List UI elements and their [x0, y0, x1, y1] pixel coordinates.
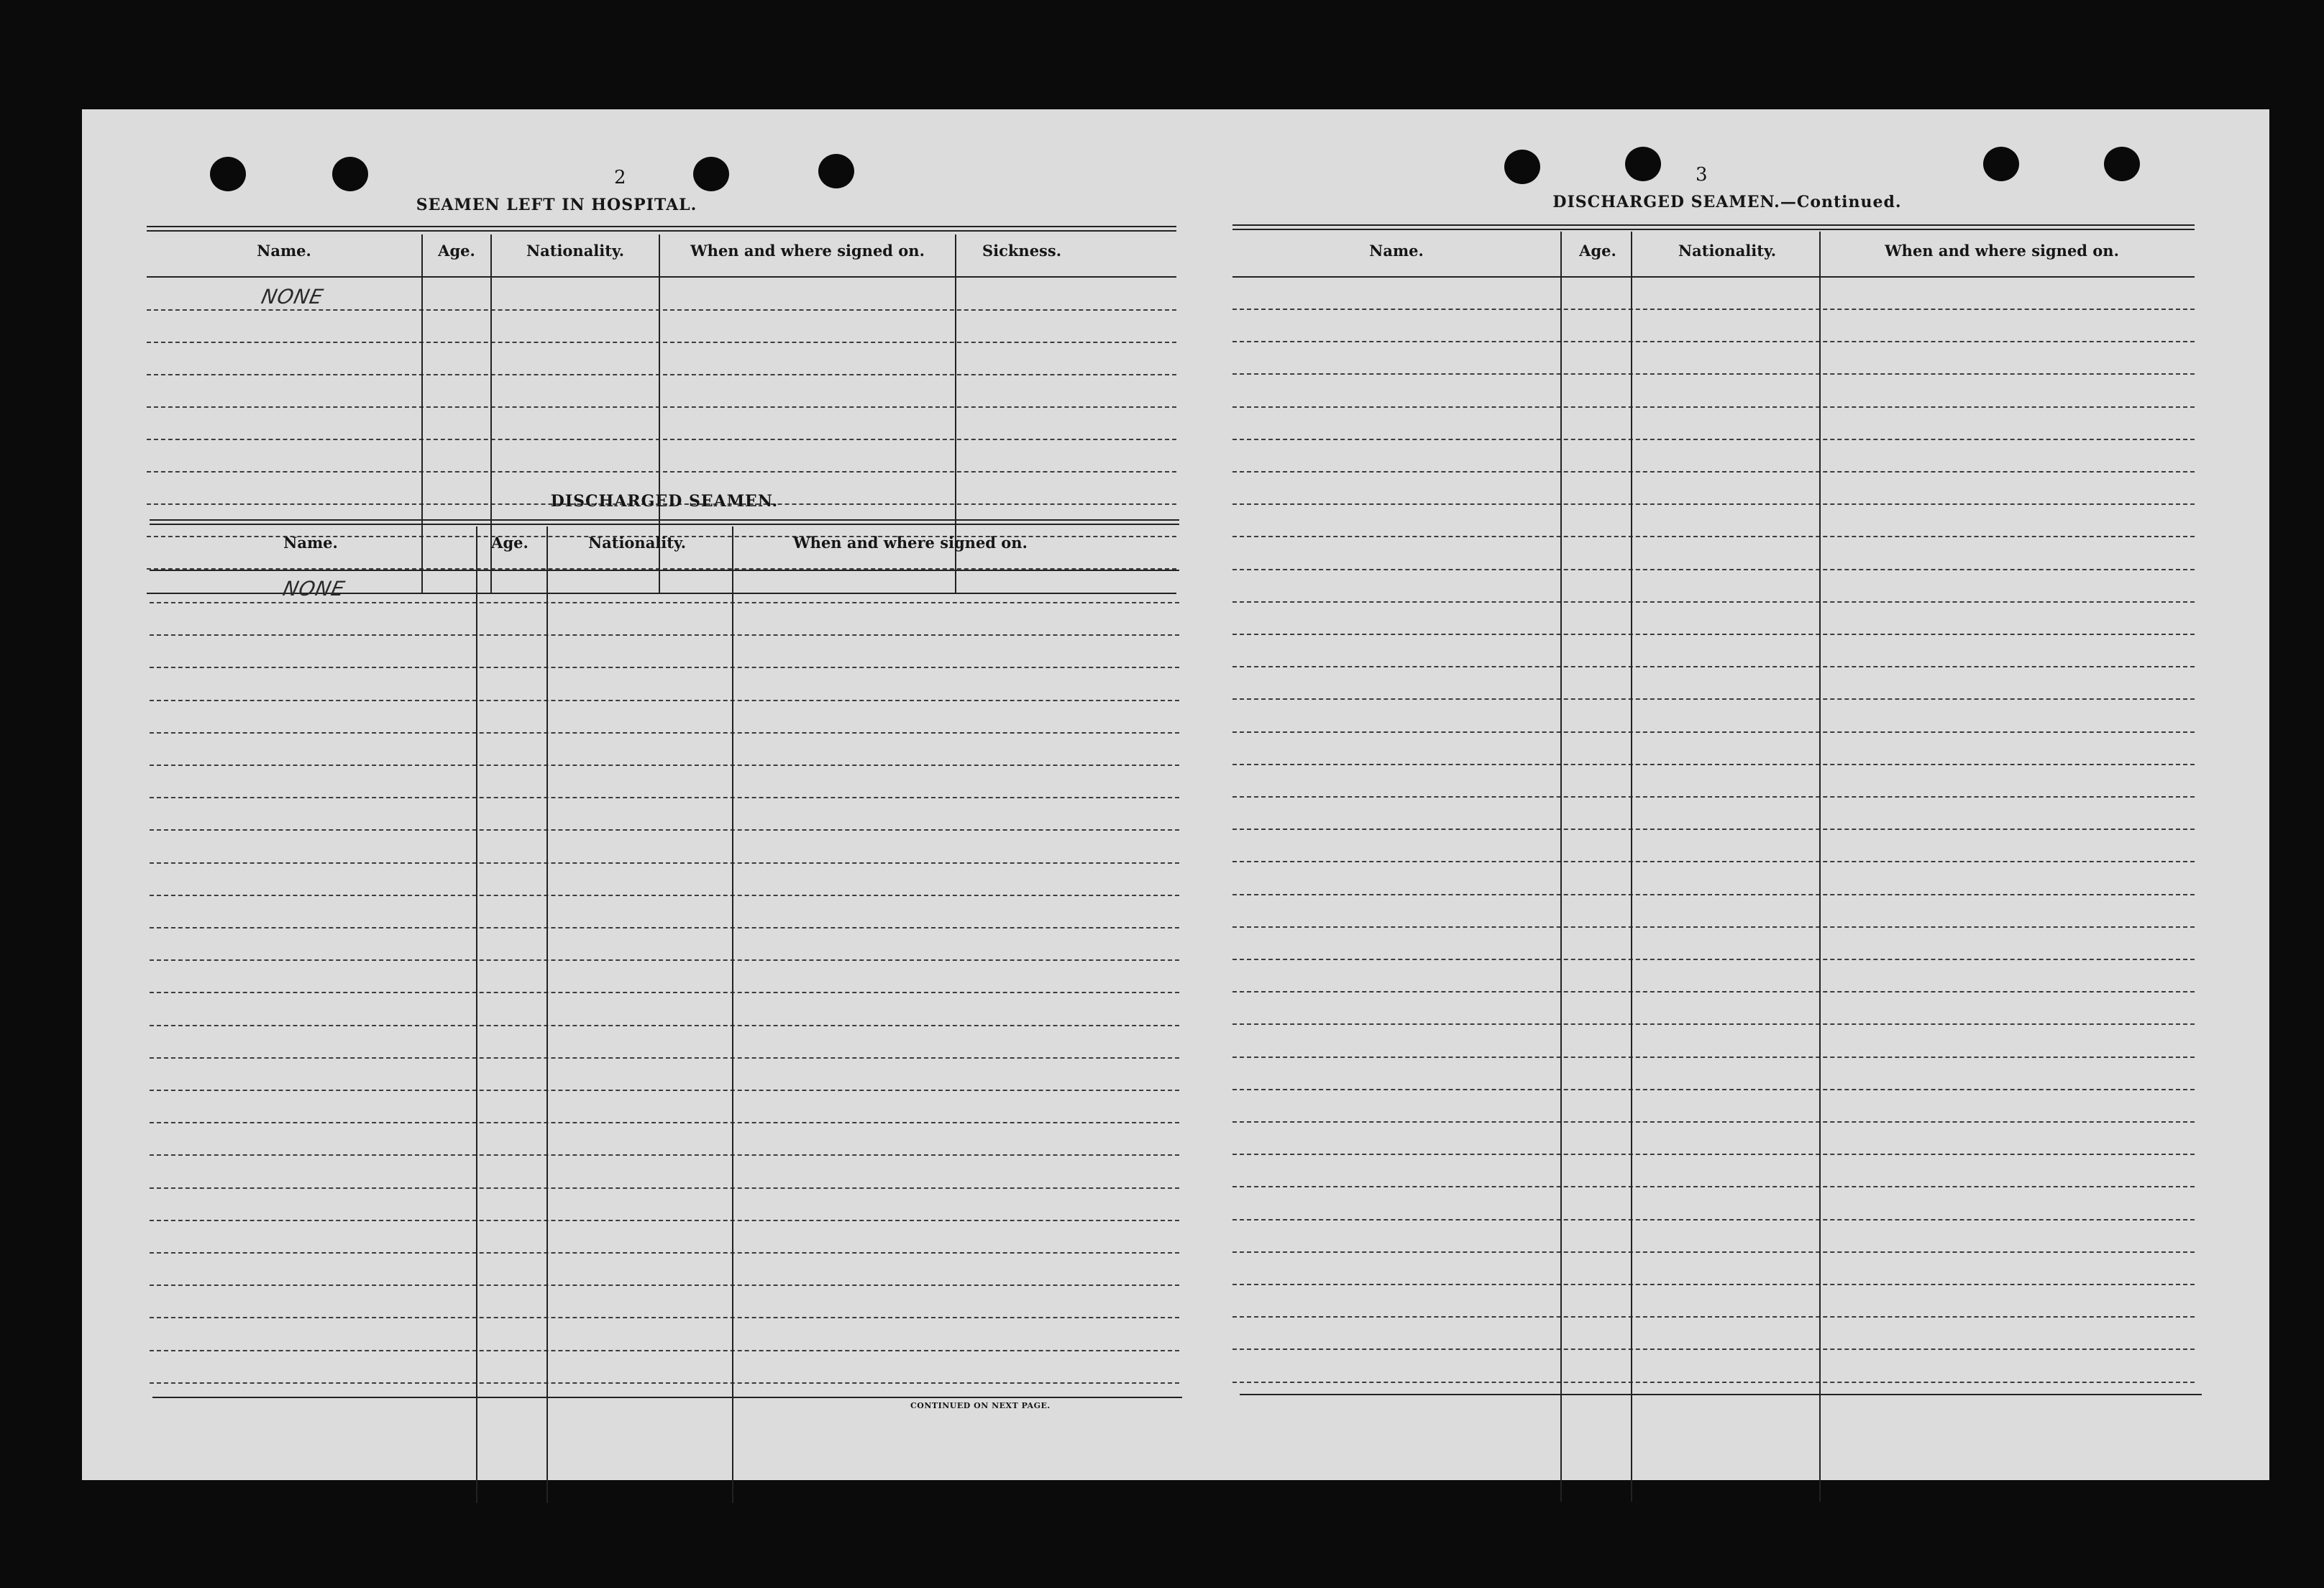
- ruled-line: [1232, 1349, 2195, 1350]
- ruled-line: [150, 1122, 1179, 1123]
- page-number-right: 3: [1696, 164, 1708, 186]
- punch-hole: [210, 157, 246, 191]
- col-header-nationality: Nationality.: [526, 242, 625, 260]
- ruled-line: [150, 667, 1179, 668]
- ruled-line: [1232, 666, 2195, 667]
- ruled-line: [1232, 569, 2195, 570]
- ruled-line: [1232, 959, 2195, 960]
- ruled-line: [147, 374, 1176, 375]
- right-title-rule: [1232, 224, 2195, 230]
- ruled-line: [150, 829, 1179, 831]
- ruled-line: [1232, 1121, 2195, 1123]
- col-header-name: Name.: [1369, 242, 1424, 260]
- ruled-line: [150, 1090, 1179, 1091]
- ruled-line: [1232, 1057, 2195, 1058]
- ruled-line: [150, 1025, 1179, 1026]
- discharged-col-divider: [732, 526, 733, 1503]
- hospital-section-title: SEAMEN LEFT IN HOSPITAL.: [416, 196, 697, 214]
- punch-hole: [693, 157, 729, 191]
- ruled-line: [150, 765, 1179, 766]
- discharged-section-title: DISCHARGED SEAMEN.: [550, 492, 779, 511]
- ruled-line: [1232, 1382, 2195, 1383]
- ruled-line: [150, 959, 1179, 961]
- ruled-line: [147, 406, 1176, 408]
- ruled-line: [1232, 634, 2195, 635]
- ruled-line: [150, 862, 1179, 864]
- discharged-bottom-rule: [152, 1397, 1182, 1398]
- ruled-line: [150, 1154, 1179, 1156]
- ruled-line: [147, 439, 1176, 440]
- ruled-line: [1232, 829, 2195, 830]
- ruled-line: [150, 1252, 1179, 1254]
- ruled-line: [150, 700, 1179, 701]
- ruled-line: [1232, 341, 2195, 342]
- manifest-sheet: [82, 109, 2269, 1480]
- col-header-sickness: Sickness.: [982, 242, 1062, 260]
- page-number-left: 2: [614, 167, 626, 188]
- ruled-line: [1232, 536, 2195, 537]
- ruled-line: [150, 634, 1179, 636]
- punch-hole: [1983, 147, 2019, 181]
- right-bottom-rule: [1240, 1394, 2202, 1395]
- col-header-nationality: Nationality.: [1678, 242, 1777, 260]
- ruled-line: [150, 1382, 1179, 1384]
- ruled-line: [150, 1187, 1179, 1189]
- right-col-divider: [1631, 232, 1632, 1502]
- ruled-line: [150, 895, 1179, 896]
- right-col-divider: [1819, 232, 1821, 1502]
- ruled-line: [1232, 1089, 2195, 1090]
- ruled-line: [1232, 1186, 2195, 1187]
- col-header-nationality: Nationality.: [587, 534, 687, 552]
- ruled-line: [1232, 503, 2195, 505]
- col-header-signed-on: When and where signed on.: [1885, 242, 2119, 260]
- ruled-line: [1232, 1316, 2195, 1318]
- ruled-line: [150, 927, 1179, 928]
- ruled-line: [150, 1220, 1179, 1221]
- discharged-header-rule: [150, 570, 1179, 571]
- ruled-line: [150, 1284, 1179, 1286]
- ruled-line: [1232, 373, 2195, 375]
- ruled-line: [1232, 731, 2195, 733]
- ruled-line: [1232, 861, 2195, 862]
- ruled-line: [1232, 1284, 2195, 1285]
- punch-hole: [332, 157, 368, 191]
- punch-hole: [818, 154, 854, 188]
- ruled-line: [1232, 1154, 2195, 1155]
- col-header-name: Name.: [257, 242, 311, 260]
- ruled-line: [150, 1317, 1179, 1318]
- ruled-line: [150, 1350, 1179, 1351]
- discharged-col-divider: [476, 526, 477, 1503]
- ruled-line: [1232, 601, 2195, 603]
- punch-hole: [1625, 147, 1661, 181]
- col-header-age: Age.: [491, 534, 529, 552]
- ruled-line: [150, 732, 1179, 734]
- ruled-line: [1232, 309, 2195, 310]
- ruled-line: [1232, 991, 2195, 992]
- discharged-title-rule: [150, 519, 1179, 525]
- discharged-col-divider: [546, 526, 548, 1503]
- ruled-line: [1232, 439, 2195, 440]
- ruled-line: [1232, 698, 2195, 700]
- hospital-header-rule: [147, 276, 1176, 278]
- right-header-rule: [1232, 276, 2195, 278]
- ruled-line: [1232, 796, 2195, 798]
- continued-footer: CONTINUED ON NEXT PAGE.: [910, 1401, 1051, 1410]
- punch-hole: [1504, 150, 1540, 184]
- col-header-name: Name.: [283, 534, 338, 552]
- col-header-signed-on: When and where signed on.: [690, 242, 925, 260]
- handwritten-entry: NONE: [259, 285, 326, 309]
- ruled-line: [150, 1057, 1179, 1059]
- ruled-line: [1232, 1251, 2195, 1253]
- ruled-line: [150, 992, 1179, 993]
- ruled-line: [147, 471, 1176, 473]
- punch-hole: [2104, 147, 2140, 181]
- right-col-divider: [1560, 232, 1562, 1502]
- ruled-line: [150, 797, 1179, 798]
- ruled-line: [147, 309, 1176, 311]
- col-header-age: Age.: [1579, 242, 1616, 260]
- ruled-line: [1232, 1219, 2195, 1220]
- ruled-line: [150, 602, 1179, 603]
- ruled-line: [1232, 926, 2195, 928]
- ruled-line: [1232, 1023, 2195, 1025]
- discharged-continued-title: DISCHARGED SEAMEN.—Continued.: [1552, 193, 1902, 211]
- handwritten-entry: NONE: [280, 577, 348, 601]
- col-header-age: Age.: [438, 242, 475, 260]
- ruled-line: [1232, 894, 2195, 895]
- col-header-signed-on: When and where signed on.: [793, 534, 1028, 552]
- ruled-line: [1232, 764, 2195, 765]
- ruled-line: [147, 342, 1176, 343]
- hospital-title-rule: [147, 226, 1176, 232]
- ruled-line: [1232, 406, 2195, 408]
- ruled-line: [1232, 471, 2195, 473]
